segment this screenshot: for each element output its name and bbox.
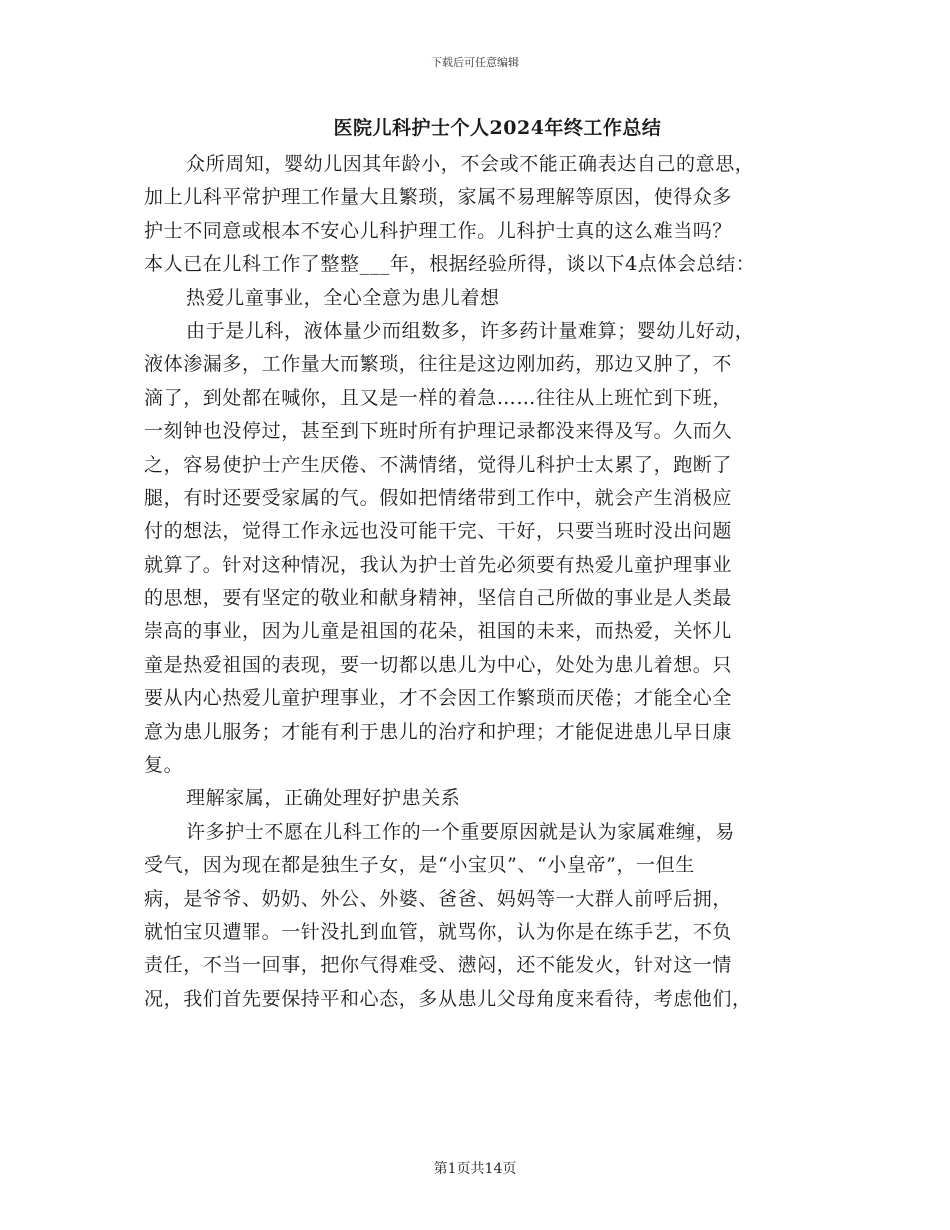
page-footer: 第1页共14页 <box>433 1161 517 1177</box>
text-line: 热爱儿童事业，全心全意为患儿着想 <box>186 286 500 309</box>
text-line: 理解家属，正确处理好护患关系 <box>186 787 461 810</box>
text-line: 加上儿科平常护理工作量大且繁琐，家属不易理解等原因，使得众多 <box>144 186 733 209</box>
text-line: 责任，不当一回事，把你气得难受、懑闷，还不能发火，针对这一情 <box>144 954 733 977</box>
text-line: 液体渗漏多，工作量大而繁琐，往往是这边刚加药，那边又肿了，不 <box>144 353 733 376</box>
text-line: 一刻钟也没停过，甚至到下班时所有护理记录都没来得及写。久而久 <box>144 420 733 443</box>
text-line: 众所周知，婴幼儿因其年龄小，不会或不能正确表达自己的意思， <box>186 153 755 175</box>
text-line: 滴了，到处都在喊你，且又是一样的着急……往往从上班忙到下班， <box>144 386 733 409</box>
text-line: 童是热爱祖国的表现，要一切都以患儿为中心，处处为患儿着想。只 <box>144 653 733 676</box>
text-line: 病，是爷爷、奶奶、外公、外婆、爸爸、妈妈等一大群人前呼后拥， <box>144 887 733 910</box>
text-line: 之，容易使护士产生厌倦、不满情绪，觉得儿科护士太累了，跑断了 <box>144 453 733 476</box>
text-line: 崇高的事业，因为儿童是祖国的花朵，祖国的未来，而热爱，关怀儿 <box>144 620 733 643</box>
text-line: 意为患儿服务；才能有利于患儿的治疗和护理；才能促进患儿早日康 <box>144 720 733 743</box>
text-line: 复。 <box>144 754 184 777</box>
text-line: 的思想，要有坚定的敬业和献身精神，坚信自己所做的事业是人类最 <box>144 587 733 610</box>
text-line: 就算了。针对这种情况，我认为护士首先必须要有热爱儿童护理事业 <box>144 553 733 576</box>
document-body <box>144 148 814 1016</box>
text-line: 本人已在儿科工作了整整___年，根据经验所得，谈以下4点体会总结： <box>144 253 756 276</box>
text-line: 许多护士不愿在儿科工作的一个重要原因就是认为家属难缠，易 <box>186 820 735 843</box>
header-note: 下载后可任意编辑 <box>431 56 519 69</box>
text-line: 要从内心热爱儿童护理事业，才不会因工作繁琐而厌倦；才能全心全 <box>144 687 733 710</box>
text-line: 就怕宝贝遭罪。一针没扎到血管，就骂你，认为你是在练手艺，不负 <box>144 920 733 943</box>
text-line: 护士不同意或根本不安心儿科护理工作。儿科护士真的这么难当吗？ <box>144 219 733 242</box>
text-line: 受气，因为现在都是独生子女，是“小宝贝”、“小皇帝”，一但生 <box>144 854 695 877</box>
text-line: 由于是儿科，液体量少而组数多，许多药计量难算；婴幼儿好动， <box>186 319 755 342</box>
text-line: 腿，有时还要受家属的气。假如把情绪带到工作中，就会产生消极应 <box>144 486 733 509</box>
text-line: 付的想法，觉得工作永远也没可能干完、干好，只要当班时没出问题 <box>144 520 733 543</box>
text-line: 况，我们首先要保持平和心态，多从患儿父母角度来看待，考虑他们， <box>144 987 752 1010</box>
document-title: 医院儿科护士个人2024年终工作总结 <box>333 117 662 139</box>
